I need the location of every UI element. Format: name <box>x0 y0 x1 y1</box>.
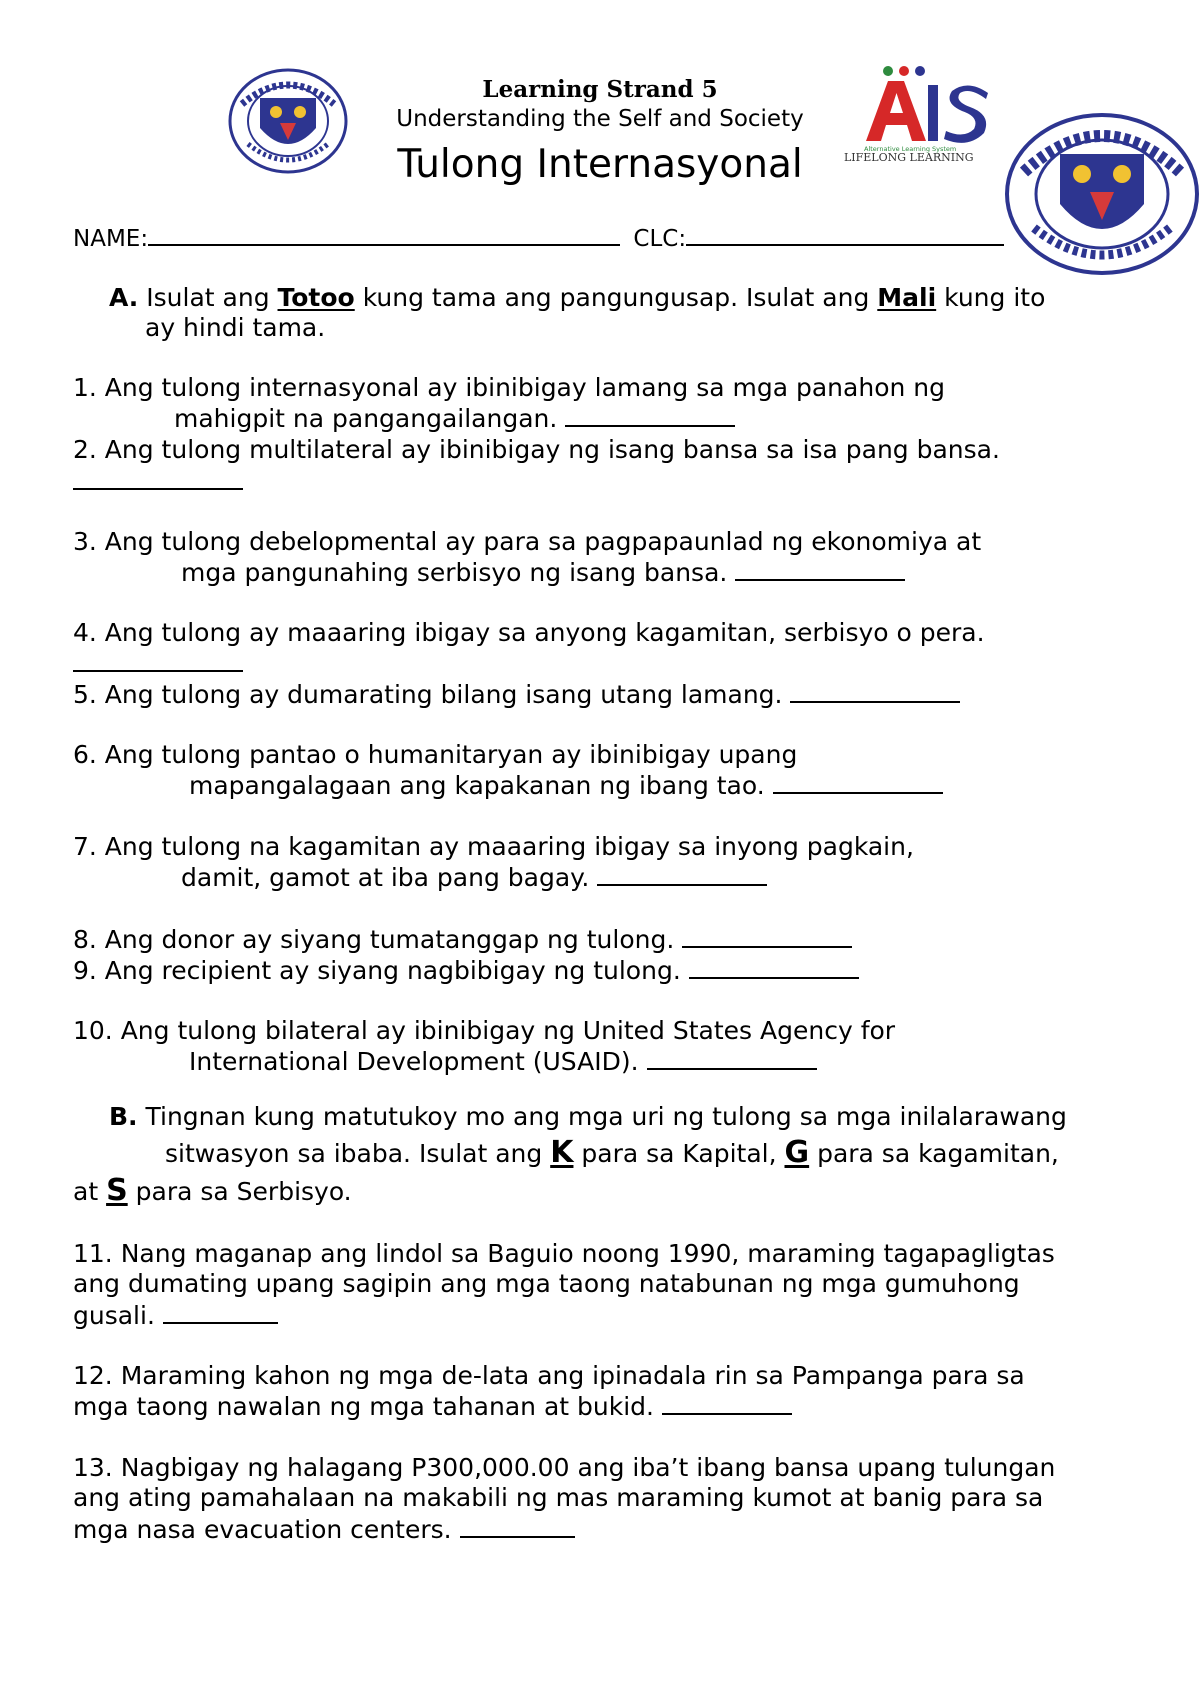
question-11-line1: 11. Nang maganap ang lindol sa Baguio noong 1990, maraming tagapagligtas <box>73 1239 1055 1268</box>
question-11-line2: ang dumating upang sagipin ang mga taong natabunan ng mga gumuhong <box>73 1269 1020 1298</box>
totoo-keyword: Totoo <box>277 283 355 312</box>
part-b-instructions-line3 <box>73 1173 352 1208</box>
question-8-text: 8. Ang donor ay siyang tumatanggap ng tulong. <box>73 925 675 954</box>
part-b-letter: B. <box>109 1102 138 1131</box>
question-13-line2: ang ating pamahalaan na makabili ng mas maraming kumot at banig para sa <box>73 1483 1044 1512</box>
question-4-line1: 4. Ang tulong ay maaaring ibigay sa anyong kagamitan, serbisyo o pera. <box>73 618 985 647</box>
answer-blank-11[interactable] <box>163 1300 278 1324</box>
kagamitan-keyword: G <box>784 1135 810 1170</box>
subtitle: Understanding the Self and Society <box>396 106 804 132</box>
question-1-text: mahigpit na pangangailangan. <box>174 404 558 433</box>
question-2-line1: 2. Ang tulong multilateral ay ibinibigay ng isang bansa sa isa pang bansa. <box>73 435 1000 464</box>
question-7-text: damit, gamot at iba pang bagay. <box>181 863 590 892</box>
kapital-keyword: K <box>550 1135 574 1170</box>
question-13-line1: 13. Nagbigay ng halagang P300,000.00 ang iba’t ibang bansa upang tulungan <box>73 1453 1056 1482</box>
clc-field[interactable] <box>686 222 1004 246</box>
question-10-line2 <box>189 1046 817 1077</box>
learning-strand-label: Learning Strand 5 <box>482 76 718 103</box>
question-7-line1: 7. Ang tulong na kagamitan ay maaaring ibigay sa inyong pagkain, <box>73 832 914 861</box>
answer-blank-4[interactable] <box>73 648 243 672</box>
question-8-line1 <box>73 924 852 955</box>
question-9-line1 <box>73 955 859 986</box>
part-b-text-1: Tingnan kung matutukoy mo ang mga uri ng tulong sa mga inilalarawang <box>145 1102 1067 1131</box>
part-b-text-4: para sa kagamitan, <box>817 1139 1059 1168</box>
question-13-text: mga nasa evacuation centers. <box>73 1515 452 1544</box>
part-a-instructions-line1 <box>109 283 1045 313</box>
answer-blank-12[interactable] <box>662 1391 792 1415</box>
question-12-text: mga taong nawalan ng mga tahanan at bukid. <box>73 1392 654 1421</box>
deped-seal-right-logo <box>1004 112 1200 276</box>
answer-blank-13[interactable] <box>460 1514 575 1538</box>
question-6-text: mapangalagaan ang kapakanan ng ibang tao. <box>189 771 765 800</box>
part-b-instructions-line2 <box>165 1135 1059 1170</box>
part-b-instructions-line1 <box>109 1102 1067 1132</box>
answer-blank-7[interactable] <box>597 862 767 886</box>
answer-blank-8[interactable] <box>682 924 852 948</box>
answer-blank-9[interactable] <box>689 955 859 979</box>
als-logo-line2: LIFELONG LEARNING <box>844 151 974 163</box>
part-b-text-6: para sa Serbisyo. <box>135 1177 352 1206</box>
question-7-line2 <box>181 862 767 893</box>
question-3-line2 <box>181 557 905 588</box>
part-a-text-3: kung ito <box>944 283 1046 312</box>
part-a-text-1: Isulat ang <box>146 283 270 312</box>
question-3-text: mga pangunahing serbisyo ng isang bansa. <box>181 558 728 587</box>
question-5-text: 5. Ang tulong ay dumarating bilang isang utang lamang. <box>73 680 783 709</box>
name-clc-row <box>73 222 1004 252</box>
question-12-line2 <box>73 1391 792 1422</box>
part-a-text-2: kung tama ang pangungusap. Isulat ang <box>362 283 870 312</box>
question-10-text: International Development (USAID). <box>189 1047 639 1076</box>
question-11-line3 <box>73 1300 278 1331</box>
question-2-line2 <box>73 466 243 497</box>
answer-blank-3[interactable] <box>735 557 905 581</box>
name-label: NAME: <box>73 226 149 252</box>
clc-label: CLC: <box>633 226 687 252</box>
part-b-text-3: para sa Kapital, <box>581 1139 777 1168</box>
question-1-line2 <box>174 403 735 434</box>
question-6-line1: 6. Ang tulong pantao o humanitaryan ay ibinibigay upang <box>73 740 798 769</box>
answer-blank-2[interactable] <box>73 466 243 490</box>
question-6-line2 <box>189 770 943 801</box>
part-b-text-5: at <box>73 1177 99 1206</box>
part-a-letter: A. <box>109 283 139 312</box>
question-9-text: 9. Ang recipient ay siyang nagbibigay ng tulong. <box>73 956 681 985</box>
serbisyo-keyword: S <box>106 1173 128 1208</box>
part-b-text-2: sitwasyon sa ibaba. Isulat ang <box>165 1139 543 1168</box>
question-13-line3 <box>73 1514 575 1545</box>
page-title: Tulong Internasyonal <box>397 142 803 187</box>
answer-blank-10[interactable] <box>647 1046 817 1070</box>
question-10-line1: 10. Ang tulong bilateral ay ibinibigay ng United States Agency for <box>73 1016 896 1045</box>
question-12-line1: 12. Maraming kahon ng mga de-lata ang ipinadala rin sa Pampanga para sa <box>73 1361 1025 1390</box>
question-3-line1: 3. Ang tulong debelopmental ay para sa pagpapaunlad ng ekonomiya at <box>73 527 982 556</box>
answer-blank-1[interactable] <box>565 403 735 427</box>
mali-keyword: Mali <box>877 283 937 312</box>
part-a-instructions-line2: ay hindi tama. <box>145 313 326 342</box>
name-field[interactable] <box>148 222 620 246</box>
question-11-text: gusali. <box>73 1301 155 1330</box>
als-logo-line1: Alternative Learning System <box>864 145 957 153</box>
answer-blank-5[interactable] <box>790 679 960 703</box>
question-4-line2 <box>73 648 243 679</box>
question-5-line1 <box>73 679 960 710</box>
question-1-line1: 1. Ang tulong internasyonal ay ibinibigay lamang sa mga panahon ng <box>73 373 945 402</box>
answer-blank-6[interactable] <box>773 770 943 794</box>
